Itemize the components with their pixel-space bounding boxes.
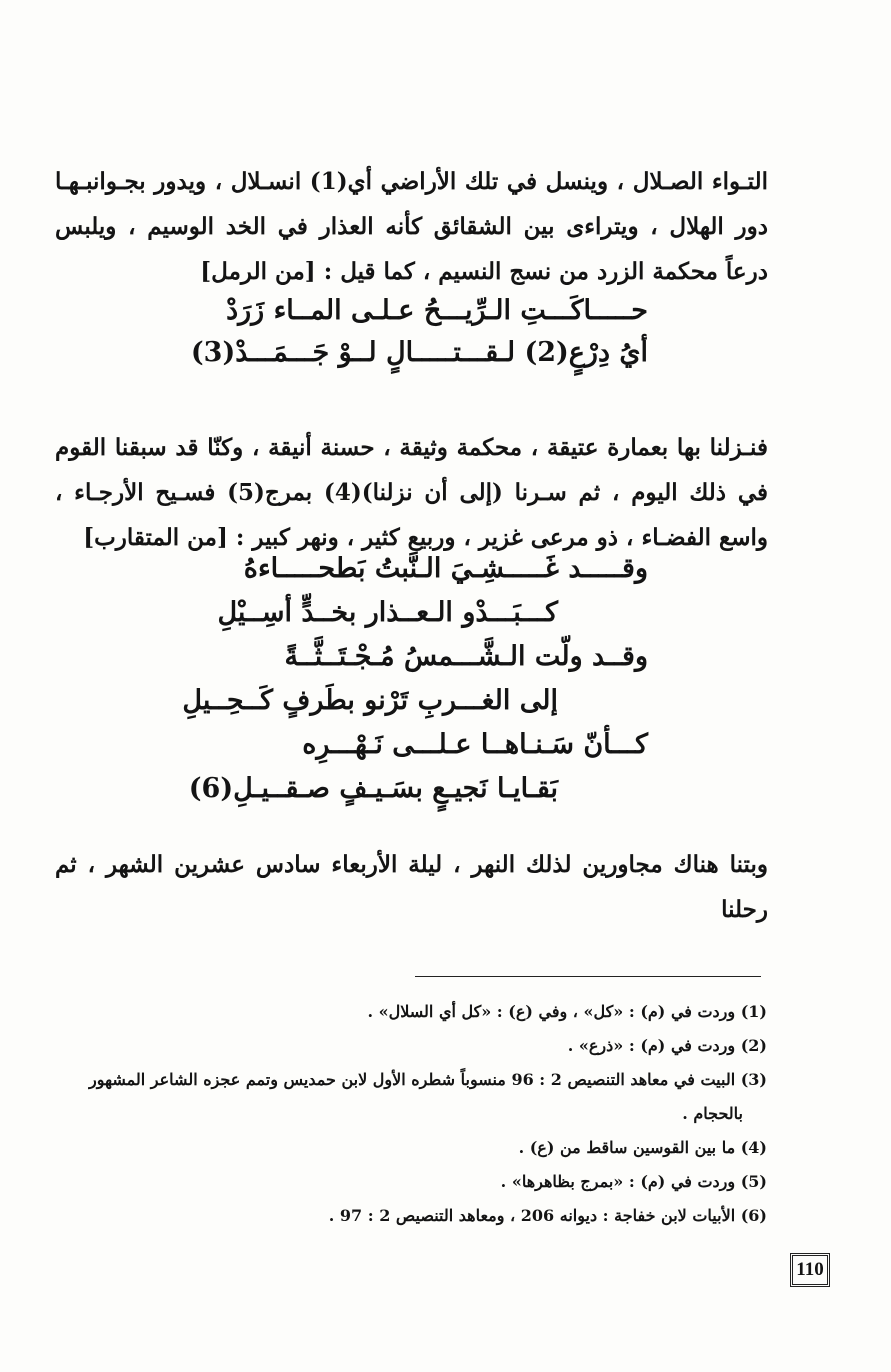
- verse-line: كـــبَـــدْو الـعــذار بخــدٍّ أسِــيْلِ: [217, 597, 558, 628]
- verse-line: كـــأنّ سَـنـاهــا عـلـــى نَـهْـــرِه: [302, 729, 648, 760]
- verse-line: أيُ دِرْعٍ(2) لـقـــتـــــالٍ لــوْ جَـــمَـــدْ(3): [190, 337, 648, 368]
- footnote: (2) وردت في (م) : «ذرع» .: [567, 1036, 767, 1055]
- verse-line: حـــــاكَـــتِ الـرِّيـــحُ عـلـى المــاء زَرَدْ: [226, 295, 648, 326]
- paragraph-2: [55, 425, 768, 560]
- footnotes: [50, 995, 767, 1233]
- paragraph-text: التـواء الصـلال ، وينسل في تلك الأراضي أي(1) انسـلال ، ويدور بجـوانبـهـا دور الهلال ، ويتراءى بين الشقائق كأنه العذار في الخد الوسيم ، ويلبس درعاً محكمة الزرد من نسج النسيم ، كما قيل : [من الرمل]: [55, 168, 768, 285]
- verse-line: إلى الغـــربِ تَرْنو بطَرفٍ كَــحِــيلِ: [182, 685, 558, 716]
- page-number: 110: [790, 1253, 830, 1287]
- footnote-separator: [415, 976, 761, 977]
- verse-block-1: [191, 290, 648, 374]
- paragraph-text: فنـزلنا بها بعمارة عتيقة ، محكمة وثيقة ، حسنة أنيقة ، وكنّا قد سبقنا القوم في ذلك اليوم ، ثم سـرنا (إلى أن نزلنا)(4) بمرج(5) فسـيح الأرجـاء ، واسع الفضـاء ، ذو مرعى غزير ، وربيع كثير ، ونهر كبير : [من المتقارب]: [55, 434, 768, 551]
- footnote: (6) الأبيات لابن خفاجة : ديوانه 206 ، ومعاهد التنصيص 2 : 97 .: [328, 1206, 767, 1225]
- verse-line: بَقـايـا نَجيـعٍ بسَـيـفٍ صـقــيـلِ(6): [188, 773, 558, 804]
- paragraph-text: وبتنا هناك مجاورين لذلك النهر ، ليلة الأربعاء سادس عشرين الشهر ، ثم رحلنا: [55, 851, 768, 923]
- footnote: (5) وردت في (م) : «بمرج بظاهرها» .: [500, 1172, 767, 1191]
- footnote: (4) ما بين القوسين ساقط من (ع) .: [518, 1138, 767, 1157]
- verse-line: وقـــــد غَـــــشِـيَ الـنَّبتُ بَطحـــــاءهُ: [243, 553, 648, 584]
- paragraph-1: [55, 159, 768, 294]
- verse-block-2: [182, 547, 648, 811]
- footnote: (1) وردت في (م) : «كل» ، وفي (ع) : «كل أي السلال» .: [367, 1002, 767, 1021]
- paragraph-3: [55, 842, 768, 932]
- footnote: (3) البيت في معاهد التنصيص 2 : 96 منسوباً شطره الأول لابن حمديس وتمم عجزه الشاعر المشهور: [89, 1070, 767, 1089]
- footnote-continuation: بالحجام .: [682, 1104, 743, 1123]
- verse-line: وقــد ولّت الـشَّـــمسُ مُـجْـتَــثَّــةً: [284, 641, 648, 672]
